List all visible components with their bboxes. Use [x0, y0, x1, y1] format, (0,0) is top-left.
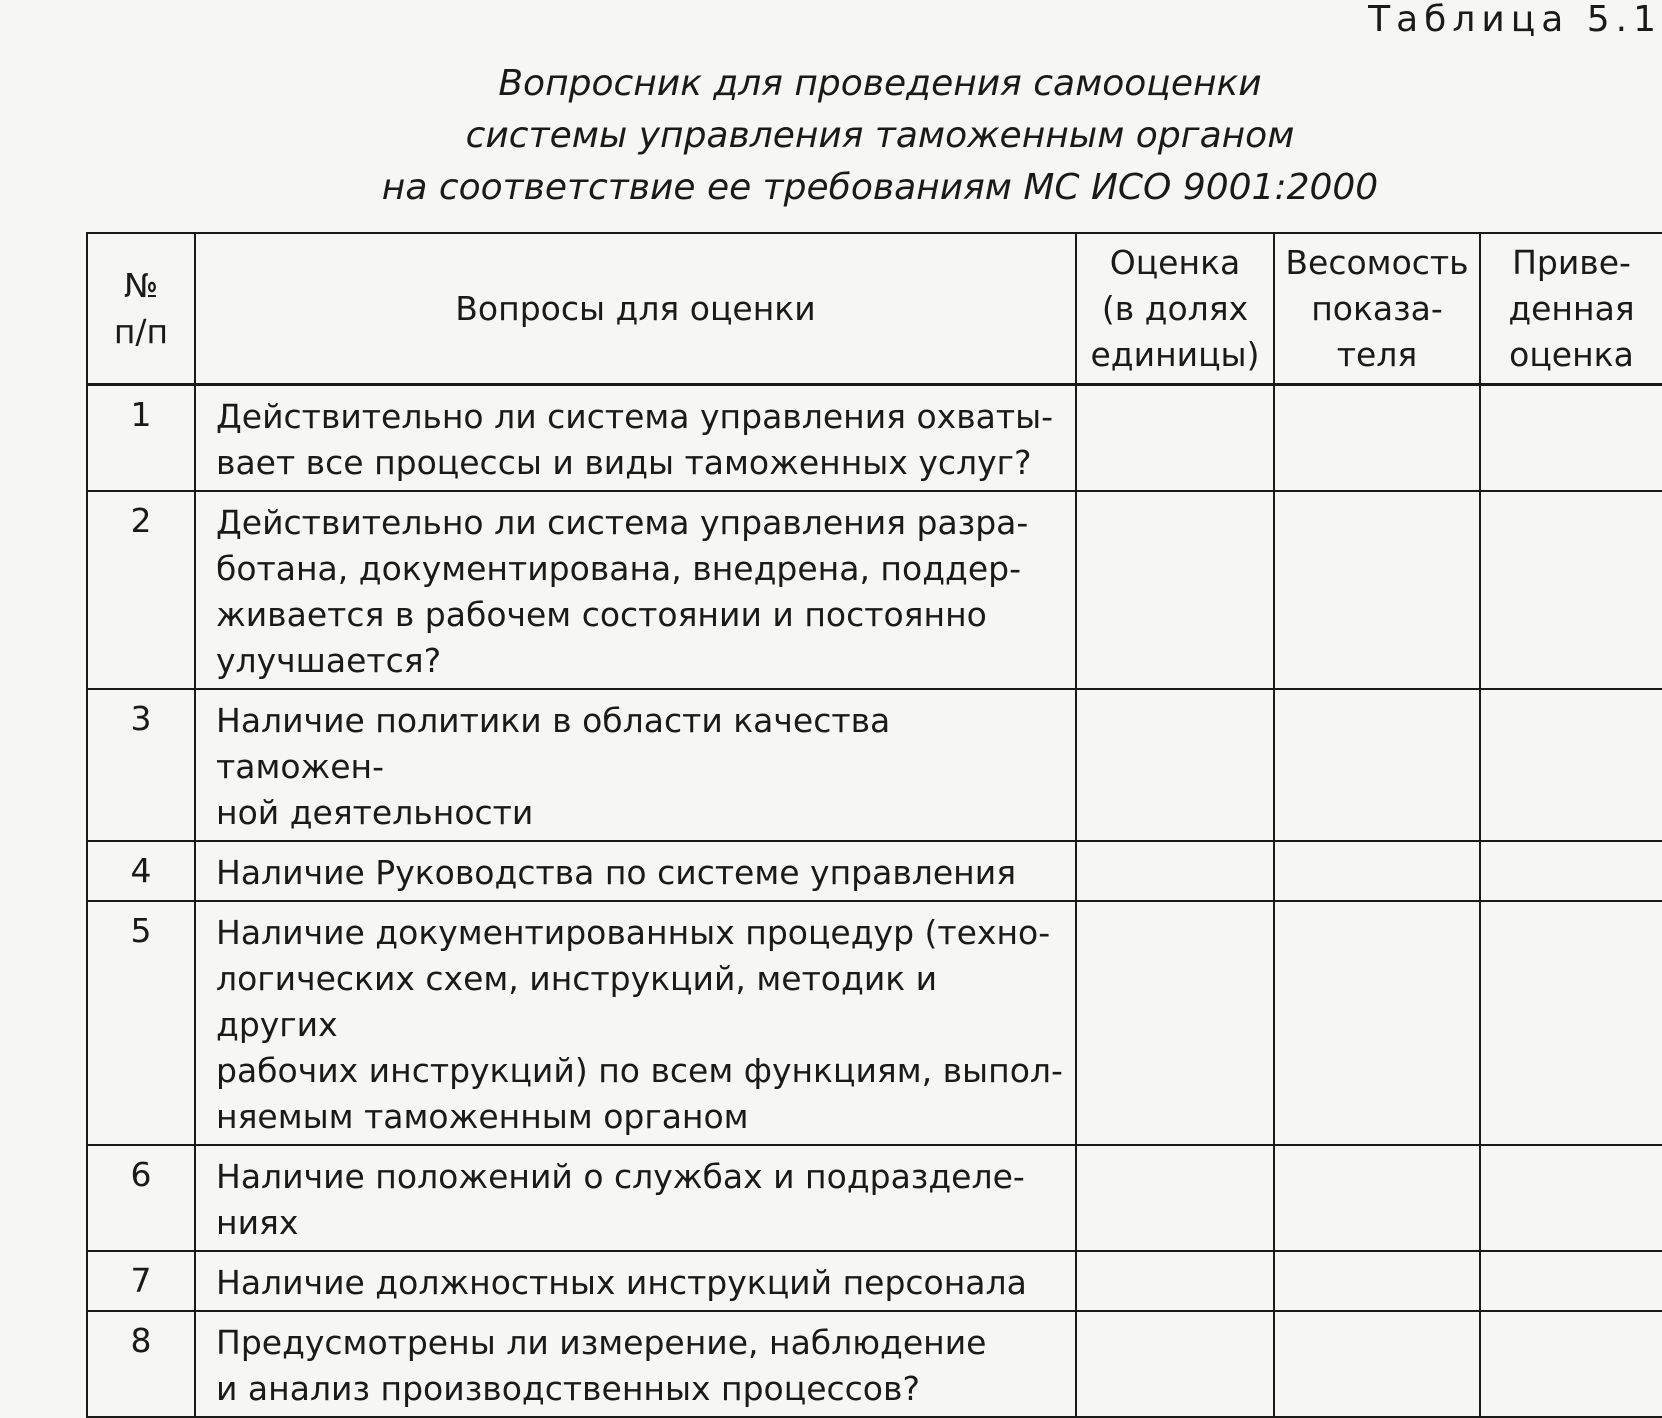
- weight-cell[interactable]: [1274, 1311, 1480, 1417]
- score-cell[interactable]: [1076, 491, 1274, 689]
- row-number: 3: [87, 689, 195, 841]
- score-cell[interactable]: [1076, 1311, 1274, 1417]
- question-cell: Наличие положений о службах и подразделе- ниях: [195, 1145, 1076, 1251]
- header-score: Оценка (в долях единицы): [1076, 233, 1274, 385]
- reduced-score-cell[interactable]: [1480, 385, 1662, 492]
- header-weight: Весомость показа- теля: [1274, 233, 1480, 385]
- reduced-score-cell[interactable]: [1480, 1145, 1662, 1251]
- row-number: 6: [87, 1145, 195, 1251]
- table-row: [87, 1251, 1662, 1311]
- question-cell: Наличие Руководства по системе управления: [195, 841, 1076, 901]
- table-title: [300, 58, 1460, 214]
- table-row: [87, 1311, 1662, 1417]
- table-row: [87, 901, 1662, 1145]
- title-line: Вопросник для проведения самооценки: [498, 63, 1262, 104]
- table-row: [87, 841, 1662, 901]
- question-cell: Наличие должностных инструкций персонала: [195, 1251, 1076, 1311]
- weight-cell[interactable]: [1274, 1145, 1480, 1251]
- header-reduced: Приве- денная оценка: [1480, 233, 1662, 385]
- reduced-score-cell[interactable]: [1480, 689, 1662, 841]
- reduced-score-cell[interactable]: [1480, 901, 1662, 1145]
- weight-cell[interactable]: [1274, 841, 1480, 901]
- header-num: № п/п: [87, 233, 195, 385]
- score-cell[interactable]: [1076, 841, 1274, 901]
- question-cell: Предусмотрены ли измерение, наблюдение и анализ производственных процессов?: [195, 1311, 1076, 1417]
- score-cell[interactable]: [1076, 1251, 1274, 1311]
- reduced-score-cell[interactable]: [1480, 1311, 1662, 1417]
- score-cell[interactable]: [1076, 901, 1274, 1145]
- weight-cell[interactable]: [1274, 491, 1480, 689]
- question-cell: Наличие документированных процедур (техно- логических схем, инструкций, методик и других рабочих инструкций) по всем функциям, выпол- няемым таможенным органом: [195, 901, 1076, 1145]
- table-row: [87, 1145, 1662, 1251]
- score-cell[interactable]: [1076, 689, 1274, 841]
- row-number: 4: [87, 841, 195, 901]
- table-row: [87, 491, 1662, 689]
- row-number: 2: [87, 491, 195, 689]
- question-cell: Действительно ли система управления разра- ботана, документирована, внедрена, поддер- живается в рабочем состоянии и постоянно улучшается?: [195, 491, 1076, 689]
- weight-cell[interactable]: [1274, 689, 1480, 841]
- header-row: [87, 233, 1662, 385]
- title-line: системы управления таможенным органом: [465, 115, 1295, 156]
- table-row: [87, 385, 1662, 492]
- weight-cell[interactable]: [1274, 1251, 1480, 1311]
- weight-cell[interactable]: [1274, 385, 1480, 492]
- row-number: 5: [87, 901, 195, 1145]
- questionnaire-table: [86, 232, 1662, 1418]
- title-line: на соответствие ее требованиям МС ИСО 9001:2000: [381, 167, 1379, 208]
- weight-cell[interactable]: [1274, 901, 1480, 1145]
- reduced-score-cell[interactable]: [1480, 491, 1662, 689]
- question-cell: Наличие политики в области качества таможен- ной деятельности: [195, 689, 1076, 841]
- score-cell[interactable]: [1076, 1145, 1274, 1251]
- question-cell: Действительно ли система управления охваты- вает все процессы и виды таможенных услуг?: [195, 385, 1076, 492]
- reduced-score-cell[interactable]: [1480, 1251, 1662, 1311]
- row-number: 7: [87, 1251, 195, 1311]
- row-number: 1: [87, 385, 195, 492]
- table-row: [87, 689, 1662, 841]
- header-question: Вопросы для оценки: [195, 233, 1076, 385]
- score-cell[interactable]: [1076, 385, 1274, 492]
- row-number: 8: [87, 1311, 195, 1417]
- reduced-score-cell[interactable]: [1480, 841, 1662, 901]
- table-label: Таблица 5.1: [1368, 0, 1662, 40]
